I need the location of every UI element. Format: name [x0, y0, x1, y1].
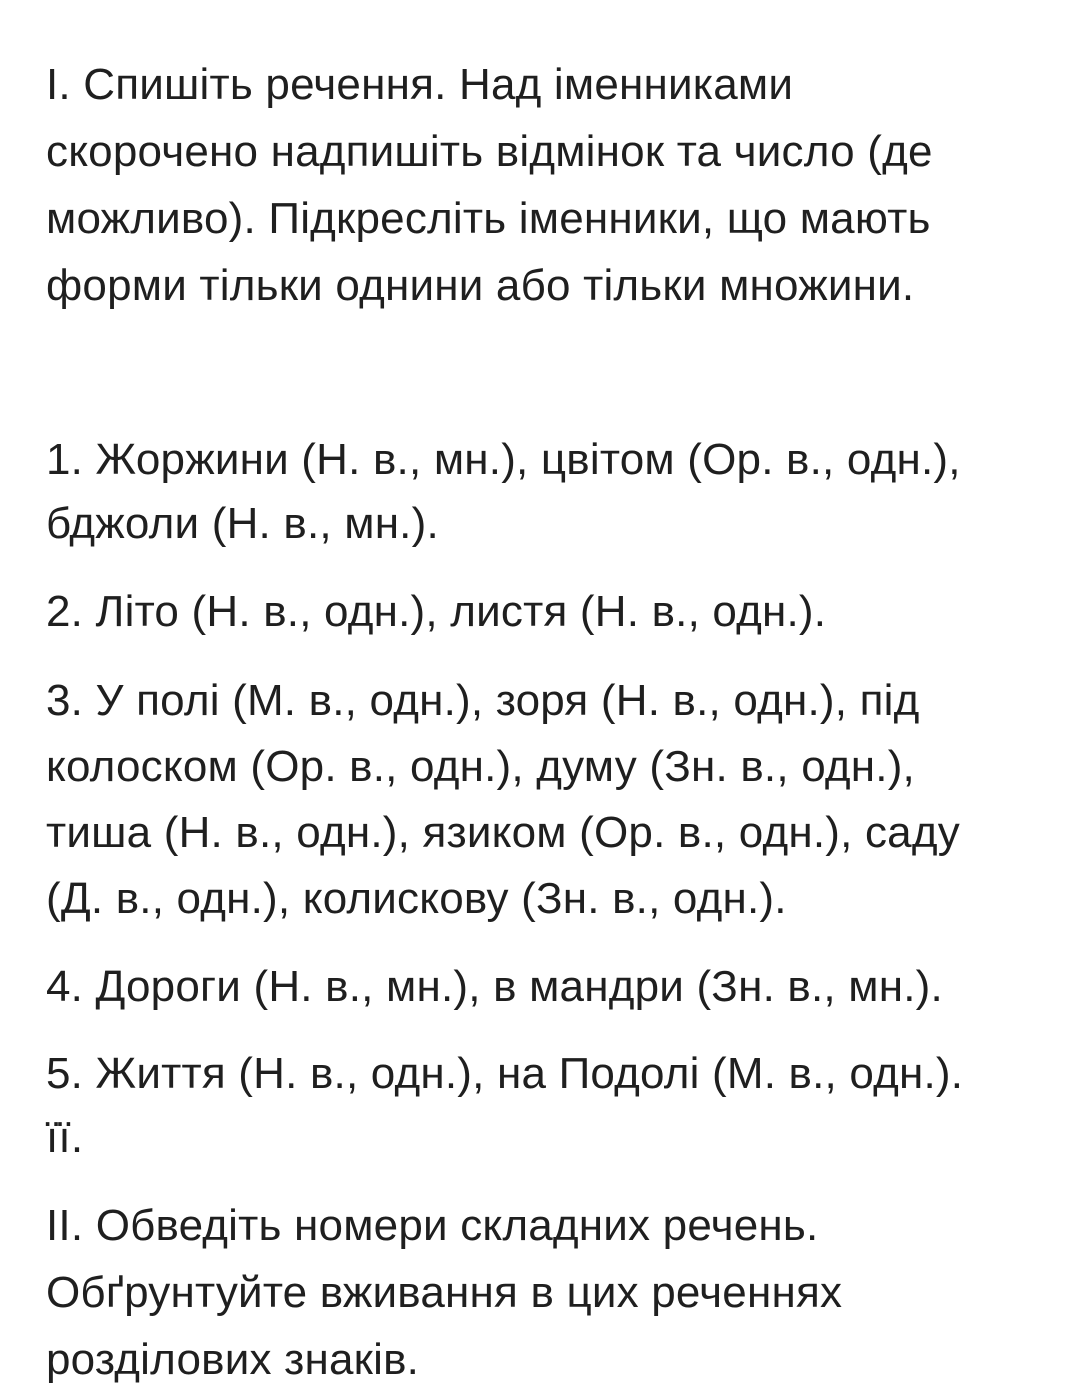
task2-heading-line: ІІ. Обведіть номери складних речень.	[46, 1201, 819, 1250]
answer-item-3-line: 3. У полі (М. в., одн.), зоря (Н. в., одн.), під	[46, 676, 920, 725]
answer-item-2-line: 2. Літо (Н. в., одн.), листя (Н. в., одн.).	[46, 587, 827, 636]
answer-item-1-line: 1. Жоржини (Н. в., мн.), цвітом (Ор. в., одн.),	[46, 435, 961, 484]
answer-item-3-line: (Д. в., одн.), колискову (Зн. в., одн.).	[46, 874, 787, 923]
task1-heading-line: скорочено надпишіть відмінок та число (де	[46, 127, 933, 176]
answer-item-3-line: колоском (Ор. в., одн.), думу (Зн. в., одн.),	[46, 742, 915, 791]
answer-item-5-line: її.	[46, 1113, 84, 1162]
task1-heading-line: форми тільки однини або тільки множини.	[46, 261, 915, 310]
answer-item-5-line: 5. Життя (Н. в., одн.), на Подолі (М. в., одн.).	[46, 1049, 964, 1098]
task2-heading-line: розділових знаків.	[46, 1335, 420, 1384]
task1-heading-line: І. Спишіть речення. Над іменниками	[46, 60, 794, 109]
answer-item-4-line: 4. Дороги (Н. в., мн.), в мандри (Зн. в., мн.).	[46, 962, 943, 1011]
task1-heading-line: можливо). Підкресліть іменники, що мають	[46, 194, 931, 243]
task2-heading-line: Обґрунтуйте вживання в цих реченнях	[46, 1268, 843, 1317]
answer-item-3-line: тиша (Н. в., одн.), язиком (Ор. в., одн.), саду	[46, 808, 960, 857]
answer-item-1-line: бджоли (Н. в., мн.).	[46, 499, 439, 548]
